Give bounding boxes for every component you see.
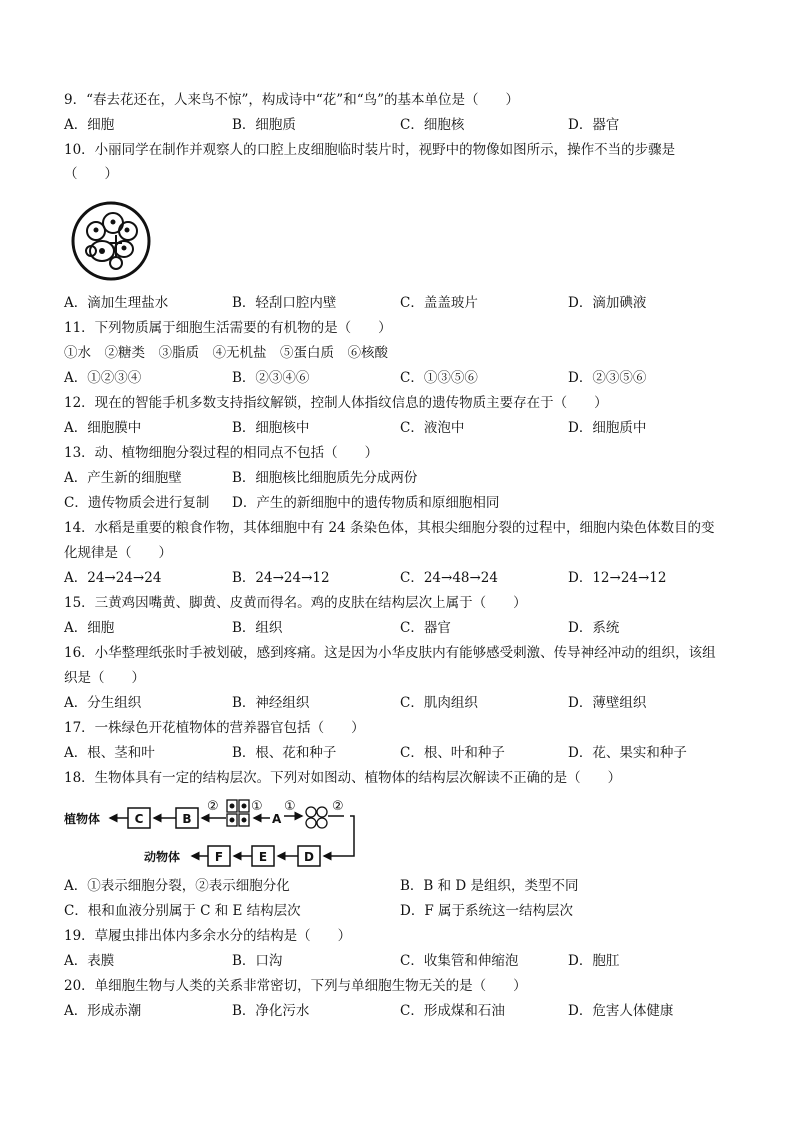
option-c[interactable]: C．根、叶和种子 xyxy=(400,745,505,761)
option-a[interactable]: A．滴加生理盐水 xyxy=(64,295,169,311)
box-f-label: F xyxy=(214,850,224,864)
question-20-options xyxy=(64,1002,764,1020)
option-b[interactable]: B．根、花和种子 xyxy=(232,745,337,761)
option-d[interactable]: D．12→24→12 xyxy=(568,570,667,586)
option-c[interactable]: C．①③⑤⑥ xyxy=(400,370,478,386)
box-d-label: D xyxy=(304,850,314,864)
option-c[interactable]: C．24→48→24 xyxy=(400,570,498,586)
option-c[interactable]: C．收集管和伸缩泡 xyxy=(400,953,519,969)
box-e-label: E xyxy=(258,850,268,864)
question-10-options xyxy=(64,294,764,312)
four-cells-icon xyxy=(306,807,327,828)
option-b[interactable]: B．②③④⑥ xyxy=(232,370,310,386)
question-11-substance-list: ①水 ②糖类 ③脂质 ④无机盐 ⑤蛋白质 ⑥核酸 xyxy=(64,345,388,361)
question-18-stem: 18．生物体具有一定的结构层次。下列对如图动、植物体的结构层次解读不正确的是（ ） xyxy=(64,770,622,786)
question-14-stem: 14．水稻是重要的粮食作物，其体细胞中有 24 条染色体，其根尖细胞分裂的过程中，细胞内染色体数目的变 xyxy=(64,520,715,536)
option-d[interactable]: D．花、果实和种子 xyxy=(568,745,687,761)
question-9-stem: 9．“春去花还在，人来鸟不惊”，构成诗中“花”和“鸟”的基本单位是（ ） xyxy=(64,92,519,108)
option-b[interactable]: B．组织 xyxy=(232,620,283,636)
question-11-options xyxy=(64,369,764,387)
option-d[interactable]: D．系统 xyxy=(568,620,620,636)
option-d[interactable]: D．胞肛 xyxy=(568,953,620,969)
option-a[interactable]: A．形成赤潮 xyxy=(64,1003,142,1019)
option-a[interactable]: A．①表示细胞分裂，②表示细胞分化 xyxy=(64,878,290,894)
question-16-stem-cont: 织是（ ） xyxy=(64,670,145,686)
option-a[interactable]: A．细胞膜中 xyxy=(64,420,142,436)
question-19-stem: 19．草履虫排出体内多余水分的结构是（ ） xyxy=(64,928,352,944)
option-a[interactable]: A．①②③④ xyxy=(64,370,142,386)
option-b[interactable]: B．细胞核中 xyxy=(232,420,310,436)
option-c[interactable]: C．肌肉组织 xyxy=(400,695,478,711)
option-a[interactable]: A．细胞 xyxy=(64,620,115,636)
question-18-options-row2 xyxy=(64,902,764,920)
option-c[interactable]: C．液泡中 xyxy=(400,420,465,436)
question-17-stem: 17．一株绿色开花植物体的营养器官包括（ ） xyxy=(64,720,365,736)
option-d[interactable]: D．滴加碘液 xyxy=(568,295,647,311)
question-14-options xyxy=(64,569,764,587)
option-a[interactable]: A．根、茎和叶 xyxy=(64,745,155,761)
option-d[interactable]: D．薄壁组织 xyxy=(568,695,647,711)
box-c-label: C xyxy=(134,812,144,826)
option-d[interactable]: D．②③⑤⑥ xyxy=(568,370,647,386)
option-c[interactable]: C．形成煤和石油 xyxy=(400,1003,505,1019)
option-d[interactable]: D．F 属于系统这一结构层次 xyxy=(400,903,573,919)
label-a: A xyxy=(272,812,282,826)
animal-body-label: 动物体 xyxy=(144,850,181,864)
plant-body-label: 植物体 xyxy=(64,812,101,826)
question-16-options xyxy=(64,694,764,712)
question-16-stem: 16．小华整理纸张时手被划破，感到疼痛。这是因为小华皮肤内有能够感受刺激、传导神经冲动的组织，该组 xyxy=(64,645,716,661)
option-a[interactable]: A．细胞 xyxy=(64,117,115,133)
question-13-options-row1 xyxy=(64,469,764,487)
option-a[interactable]: A．表膜 xyxy=(64,953,115,969)
box-b-label: B xyxy=(182,812,192,826)
question-12-options xyxy=(64,419,764,437)
option-b[interactable]: B．轻刮口腔内壁 xyxy=(232,295,337,311)
option-b[interactable]: B．细胞核比细胞质先分成两份 xyxy=(232,470,418,486)
option-c[interactable]: C．器官 xyxy=(400,620,451,636)
question-10-stem: 10．小丽同学在制作并观察人的口腔上皮细胞临时装片时，视野中的物像如图所示，操作不当的步骤是 xyxy=(64,142,676,158)
question-12-stem: 12．现在的智能手机多数支持指纹解锁，控制人体指纹信息的遗传物质主要存在于（ ） xyxy=(64,395,608,411)
option-b[interactable]: B．口沟 xyxy=(232,953,283,969)
option-d[interactable]: D．细胞质中 xyxy=(568,420,647,436)
question-17-options xyxy=(64,744,764,762)
question-9-options xyxy=(64,116,764,134)
step1-marker: ① xyxy=(251,799,263,814)
option-b[interactable]: B．24→24→12 xyxy=(232,570,330,586)
question-20-stem: 20．单细胞生物与人类的关系非常密切，下列与单细胞生物无关的是（ ） xyxy=(64,978,527,994)
question-18-options-row1 xyxy=(64,877,764,895)
option-b[interactable]: B．细胞质 xyxy=(232,117,296,133)
option-c[interactable]: C．遗传物质会进行复制 xyxy=(64,495,210,511)
option-b[interactable]: B．B 和 D 是组织，类型不同 xyxy=(400,878,579,894)
option-d[interactable]: D．器官 xyxy=(568,117,620,133)
step2-marker: ② xyxy=(207,799,219,814)
option-b[interactable]: B．神经组织 xyxy=(232,695,310,711)
question-14-stem-cont: 化规律是（ ） xyxy=(64,545,172,561)
cheek-cell-microscope-view-figure xyxy=(66,201,156,281)
question-13-options-row2 xyxy=(64,494,764,512)
option-a[interactable]: A．产生新的细胞壁 xyxy=(64,470,182,486)
cell-grid-icon xyxy=(227,800,249,826)
option-c[interactable]: C．细胞核 xyxy=(400,117,465,133)
option-d[interactable]: D．产生的新细胞中的遗传物质和原细胞相同 xyxy=(232,495,500,511)
question-15-options xyxy=(64,619,764,637)
option-c[interactable]: C．根和血液分别属于 C 和 E 结构层次 xyxy=(64,903,301,919)
option-a[interactable]: A．24→24→24 xyxy=(64,570,162,586)
option-a[interactable]: A．分生组织 xyxy=(64,695,142,711)
structure-levels-diagram xyxy=(62,796,362,872)
step2-marker-2: ② xyxy=(332,799,344,814)
step1-marker-2: ① xyxy=(284,799,296,814)
option-c[interactable]: C．盖盖玻片 xyxy=(400,295,478,311)
option-d[interactable]: D．危害人体健康 xyxy=(568,1003,674,1019)
option-b[interactable]: B．净化污水 xyxy=(232,1003,310,1019)
question-19-options xyxy=(64,952,764,970)
question-11-stem: 11．下列物质属于细胞生活需要的有机物的是（ ） xyxy=(64,320,392,336)
question-15-stem: 15．三黄鸡因嘴黄、脚黄、皮黄而得名。鸡的皮肤在结构层次上属于（ ） xyxy=(64,595,527,611)
question-13-stem: 13．动、植物细胞分裂过程的相同点不包括（ ） xyxy=(64,445,379,461)
question-10-stem-cont: （ ） xyxy=(64,166,118,182)
